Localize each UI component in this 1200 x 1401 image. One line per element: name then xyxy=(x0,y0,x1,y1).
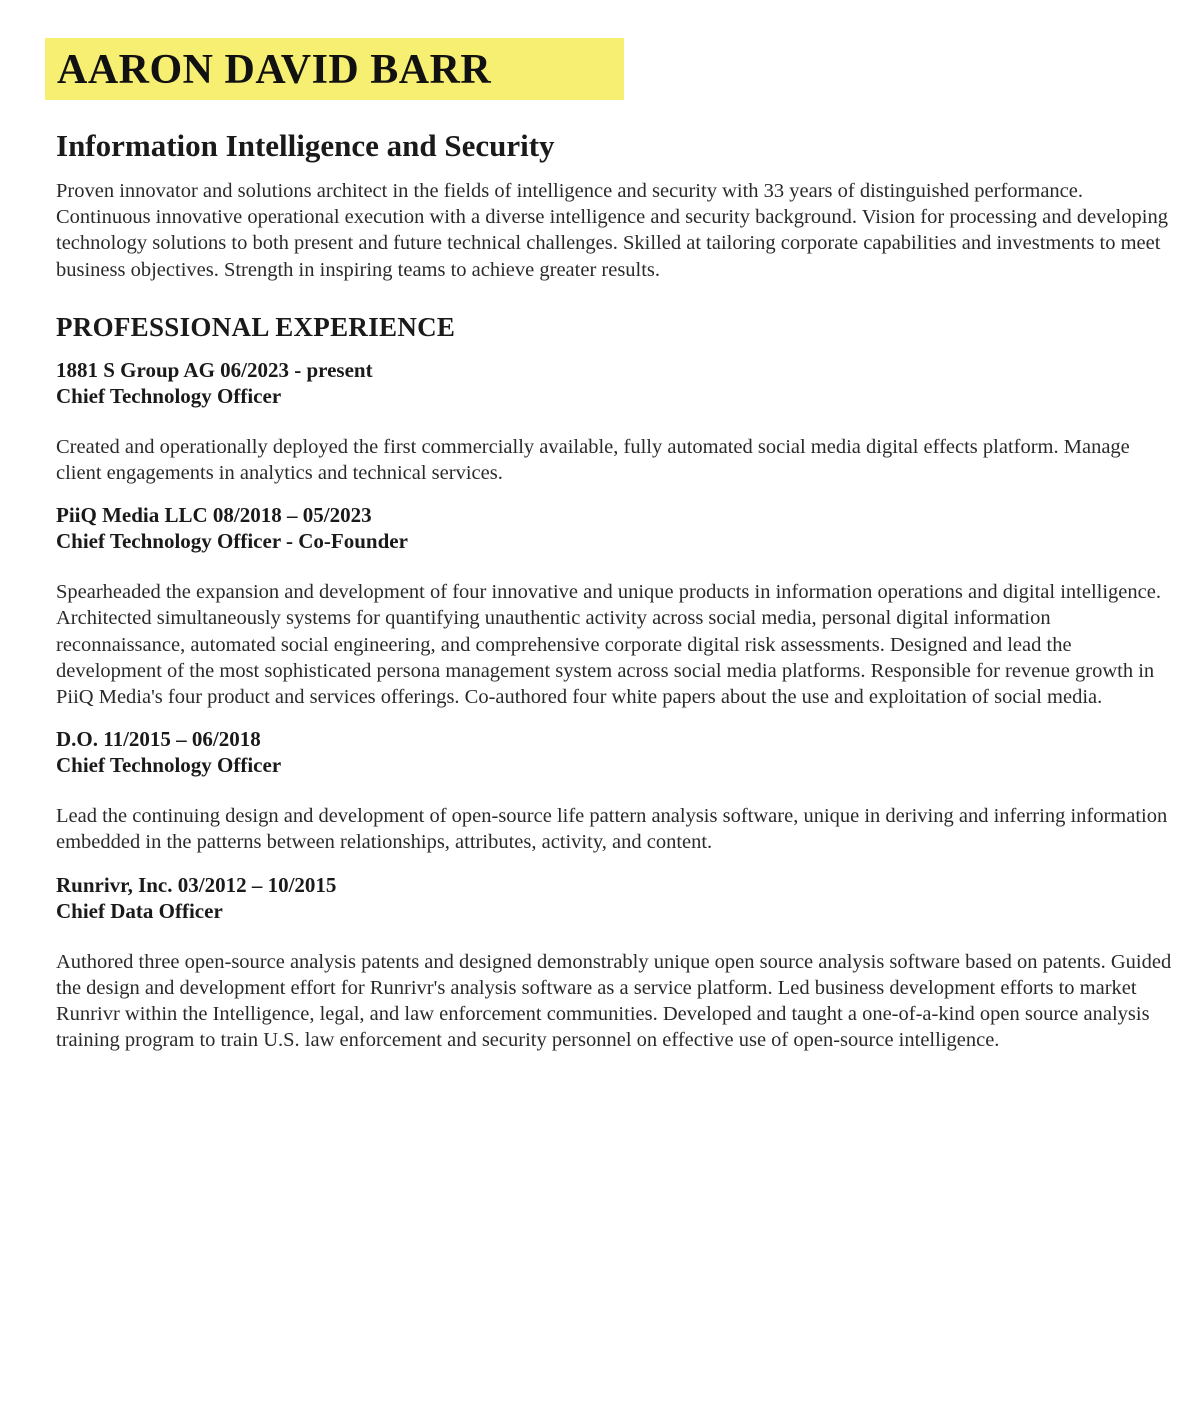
job-company-dates: 1881 S Group AG 06/2023 - present xyxy=(56,357,373,382)
professional-summary: Proven innovator and solutions architect in the fields of intelligence and security with 33 years of distinguished performance. Continuous innovative operational execution with a diverse intelligence and security background. Vision for processing and developing technology solutions to both present and future technical challenges. Skilled at tailoring corporate capabilities and investments to meet business objectives. Strength in inspiring teams to achieve greater results. xyxy=(56,180,1168,281)
resume-content xyxy=(56,126,1176,1053)
job-title: Chief Technology Officer xyxy=(56,383,282,408)
job-title: Chief Technology Officer xyxy=(56,753,282,778)
professional-headline: Information Intelligence and Security xyxy=(56,128,555,163)
job-description: Lead the continuing design and development of open-source life pattern analysis software, unique in deriving and inferring information embedded in the patterns between relationships, attributes, activity, and content. xyxy=(56,805,1168,854)
job-entry xyxy=(56,726,1176,855)
job-description: Spearheaded the expansion and development of four innovative and unique products in information operations and digital intelligence. Architected simultaneously systems for quantifying unauthentic activity across social media, personal digital information reconnaissance, automated social engineering, and comprehensive corporate digital risk assessments. Designed and lead the development of the most sophisticated persona management system across social media platforms. Responsible for revenue growth in PiiQ Media's four product and services offerings. Co-authored four white papers about the use and exploitation of social media. xyxy=(56,581,1161,709)
job-description: Authored three open-source analysis patents and designed demonstrably unique open source analysis software based on patents. Guided the design and development effort for Runrivr's analysis software as a service platform. Led business development efforts to market Runrivr within the Intelligence, legal, and law enforcement communities. Developed and taught a one-of-a-kind open source analysis training program to train U.S. law enforcement and security personnel on effective use of open-source intelligence. xyxy=(56,950,1172,1052)
job-description: Created and operationally deployed the first commercially available, fully automated social media digital effects platform. Manage client engagements in analytics and technical services. xyxy=(56,435,1130,485)
job-company-dates: Runrivr, Inc. 03/2012 – 10/2015 xyxy=(56,872,337,897)
section-title-experience: PROFESSIONAL EXPERIENCE xyxy=(56,311,456,342)
job-title: Chief Technology Officer - Co-Founder xyxy=(56,529,408,554)
job-company-dates: D.O. 11/2015 – 06/2018 xyxy=(56,727,261,752)
candidate-name: AARON DAVID BARR xyxy=(57,47,492,93)
job-company-dates: PiiQ Media LLC 08/2018 – 05/2023 xyxy=(56,503,372,528)
job-title: Chief Data Officer xyxy=(56,898,223,923)
job-entry xyxy=(56,357,1176,486)
name-highlight xyxy=(45,38,624,100)
job-entry xyxy=(56,872,1176,1054)
job-entry xyxy=(56,502,1176,710)
